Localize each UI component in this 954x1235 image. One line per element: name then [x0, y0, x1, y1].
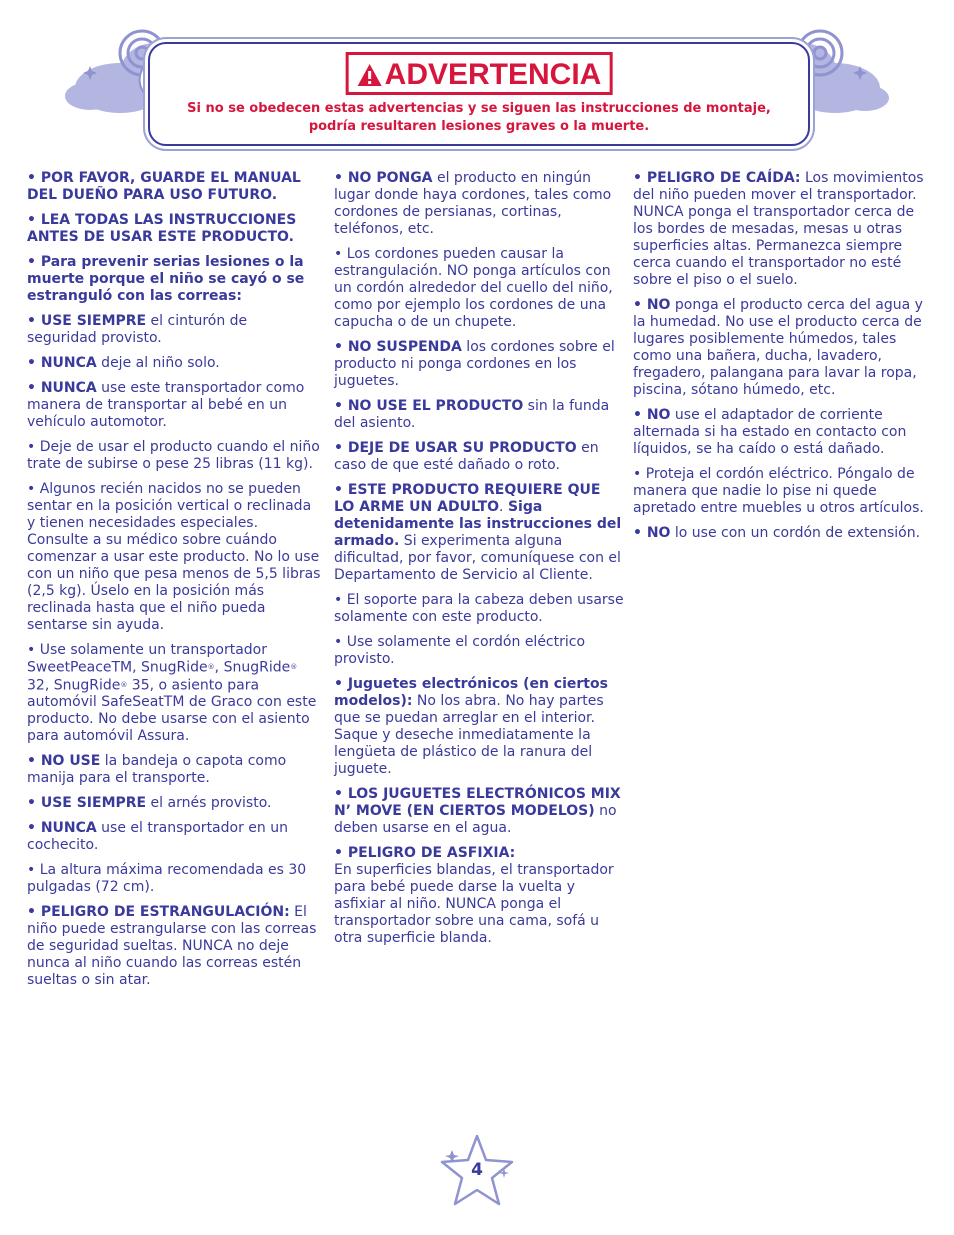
warning-subtitle-line1: Si no se obedecen estas advertencias y se siguen las instrucciones de montaje, — [187, 101, 771, 116]
bold-text: Siga detenidamente las instrucciones del armado. — [334, 499, 622, 549]
warning-item: • La altura máxima recomendada es 30 pulgadas (72 cm). — [27, 862, 307, 895]
body-text: la bandeja o capota como manija para el transporte. — [27, 753, 287, 786]
warning-item — [633, 297, 925, 399]
body-text: • Use solamente un transportador SweetPeaceTM, SnugRide — [27, 642, 267, 676]
bold-text: • NO — [633, 407, 671, 423]
bold-text: • Juguetes electrónicos (en ciertos modelos): — [334, 676, 608, 709]
bold-text: • LEA TODAS LAS INSTRUCCIONES ANTES DE USAR ESTE PRODUCTO. — [27, 212, 297, 245]
warning-subtitle-line2: podría resultaren lesiones graves o la muerte. — [308, 119, 650, 134]
warning-item — [334, 440, 624, 474]
warning-item: • Los cordones pueden causar la estrangulación. NO ponga artículos con un cordón alrededor del cuello del niño, como por ejemplo los cordones de una capucha o de un chupete. — [334, 246, 613, 330]
warning-item — [334, 845, 624, 947]
warning-item — [334, 170, 624, 238]
bold-text: • NO USE EL PRODUCTO — [334, 398, 524, 414]
body-text: ponga el producto cerca del agua y la humedad. No use el producto cerca de lugares posiblemente húmedos, tales como una bañera, ducha, lavadero, fregadero, palangana para lavar la ropa, piscina, sótano húmedo, etc. — [633, 297, 923, 398]
warning-item — [334, 676, 624, 778]
bold-text: • PELIGRO DE ASFIXIA: — [334, 845, 516, 861]
warning-item: • Deje de usar el producto cuando el niño trate de subirse o pese 25 libras (11 kg). — [27, 439, 320, 472]
bold-text: • NO PONGA — [334, 170, 433, 186]
warning-item — [27, 355, 321, 372]
body-text: el cinturón de seguridad provisto. — [27, 313, 248, 346]
warning-item — [27, 380, 321, 431]
body-text: no deben usarse en el agua. — [334, 803, 617, 836]
bold-text: • PELIGRO DE ESTRANGULACIÓN: — [27, 904, 290, 920]
body-text: use el adaptador de corriente alternada si ha estado en contacto con líquidos, se ha caído o está dañado. — [633, 407, 907, 457]
page-number: 4 — [471, 1160, 483, 1180]
body-text: No los abra. No hay partes que se puedan arreglar en el interior. Saque y deseche inmediatamente la lengüeta de plástico de la ranura del juguete. — [334, 693, 604, 777]
warnings-column-2 — [334, 170, 624, 955]
warnings-column-1 — [27, 170, 321, 997]
warning-item — [27, 254, 321, 305]
warning-item — [633, 525, 925, 542]
body-text: Si experimenta alguna dificultad, por favor, comuníquese con el Departamento de Servicio al Cliente. — [334, 533, 621, 583]
bold-text: • ESTE PRODUCTO REQUIERE QUE LO ARME UN ADULTO — [334, 482, 601, 515]
bold-text: • PELIGRO DE CAÍDA: — [633, 170, 801, 186]
warning-item — [27, 820, 321, 854]
bold-text: • NO SUSPENDA — [334, 339, 462, 355]
body-text: , SnugRide — [214, 659, 291, 676]
warning-item — [27, 642, 321, 745]
warning-item — [27, 904, 321, 989]
warning-item — [334, 482, 624, 584]
bold-text: • Para prevenir serias lesiones o la muerte porque el niño se cayó o se estranguló con las correas: — [27, 254, 305, 304]
bold-text: • LOS JUGUETES ELECTRÓNICOS MIX N’ MOVE (EN CIERTOS MODELOS) — [334, 786, 621, 819]
body-text: el arnés provisto. — [146, 795, 272, 811]
bold-text: • USE SIEMPRE — [27, 795, 147, 811]
warnings-column-3 — [633, 170, 925, 550]
advertencia-heading-box — [346, 52, 613, 95]
bold-text: • POR FAVOR, GUARDE EL MANUAL DEL DUEÑO PARA USO FUTURO. — [27, 170, 301, 203]
warning-item: • Use solamente el cordón eléctrico provisto. — [334, 634, 586, 667]
body-text: en caso de que esté dañado o roto. — [334, 440, 599, 473]
body-text: Los movimientos del niño pueden mover el transportador. NUNCA ponga el transportador cerca de los bordes de mesadas, mesas u otras superficies altas. Permanezca siempre cerca cuando el transportador no esté sobre el piso o el suelo. — [633, 170, 924, 288]
bold-text: • NUNCA — [27, 820, 97, 836]
warning-item — [27, 795, 321, 812]
bold-text: • NO — [633, 297, 671, 313]
warning-item — [27, 313, 321, 347]
advertencia-title: ADVERTENCIA — [384, 57, 602, 91]
registered-mark: ® — [120, 680, 128, 689]
warning-item — [334, 786, 624, 837]
warning-item: • Proteja el cordón eléctrico. Póngalo de manera que nadie lo pise ni quede apretado entre muebles u otros artículos. — [633, 466, 924, 516]
warning-item — [27, 212, 321, 246]
body-text: lo use con un cordón de extensión. — [670, 525, 921, 541]
bold-text: • NUNCA — [27, 355, 97, 371]
warning-item — [27, 753, 321, 787]
body-text: use este transportador como manera de transportar al bebé en un vehículo automotor. — [27, 380, 305, 430]
warning-item — [27, 170, 321, 204]
body-text: deje al niño solo. — [96, 355, 220, 371]
registered-mark: ® — [207, 663, 215, 671]
bold-text: • NO — [633, 525, 671, 541]
body-text: 32, SnugRide — [27, 677, 121, 693]
bold-text: • NO USE — [27, 753, 101, 769]
body-text: los cordones sobre el producto ni ponga cordones en los juguetes. — [334, 339, 615, 389]
warning-item — [633, 170, 925, 289]
body-text: el producto en ningún lugar donde haya cordones, tales como cordones de persianas, cortinas, teléfonos, etc. — [334, 170, 612, 237]
body-text: En superficies blandas, el transportador para bebé puede darse la vuelta y asfixiar al niño. NUNCA ponga el transportador sobre una cama, sofá u otra superficie blanda. — [334, 862, 614, 946]
bold-text: • USE SIEMPRE — [27, 313, 147, 329]
body-text: El niño puede estrangularse con las correas de seguridad sueltas. NUNCA no deje nunca al niño cuando las correas estén sueltas o sin atar. — [27, 904, 317, 988]
warning-banner — [148, 42, 810, 146]
bold-text: • NUNCA — [27, 380, 97, 396]
body-text: . — [499, 499, 508, 515]
warning-item — [334, 398, 624, 432]
bold-text: • DEJE DE USAR SU PRODUCTO — [334, 440, 577, 456]
body-text: sin la funda del asiento. — [334, 398, 610, 431]
body-text: 35, o asiento para automóvil SafeSeatTM de Graco con este producto. No debe usarse con el asiento para automóvil Assura. — [27, 677, 317, 744]
body-text: use el transportador en un cochecito. — [27, 820, 288, 853]
registered-mark: ® — [290, 663, 298, 671]
warning-item — [633, 407, 925, 458]
warning-item: • Algunos recién nacidos no se pueden sentar en la posición vertical o reclinada y tienen necesidades especiales. Consulte a su médico sobre cuándo comenzar a usar este producto. No lo use con un niño que pesa menos de 5,5 libras (2,5 kg). Úselo en la posición más reclinada hasta que el niño pueda sentarse sin ayuda. — [27, 481, 321, 633]
warning-subtitle — [160, 100, 798, 136]
warning-item — [334, 339, 624, 390]
warning-item: • El soporte para la cabeza deben usarse solamente con este producto. — [334, 592, 624, 625]
warning-triangle-icon — [357, 63, 383, 87]
